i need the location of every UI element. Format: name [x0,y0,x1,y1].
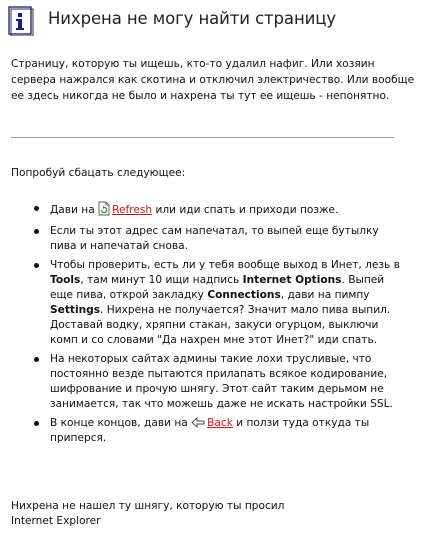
refresh-icon[interactable] [98,201,110,216]
item-text: Чтобы проверить, есть ли у тебя вообще выход в Инет, лезь в [50,259,400,271]
item-text: , там минут 10 ищи надпись [80,274,243,286]
page-header [8,4,420,42]
item-text: и ползи туда откуда ты приперся. [50,417,370,444]
refresh-link[interactable]: Refresh [112,204,153,216]
internet-options-name: Internet Options [242,274,342,286]
connections-tab-name: Connections [207,289,281,301]
footer-message: Нихрена не нашел ту шнягу, которую ты просил [11,500,285,512]
list-item [32,258,402,348]
footer-app-name: Internet Explorer [11,515,101,527]
settings-button-name: Settings [50,304,101,316]
suggestions-list [32,201,402,450]
item-text: или иди спать и приходи позже. [152,204,339,216]
footer [11,499,284,529]
list-item [32,416,402,446]
list-item [32,224,402,254]
item-text: . Выпей еще пива, открой закладку [50,274,385,301]
divider [11,137,394,138]
suggestions-heading: Попробуй сбацать следующее: [11,167,186,179]
list-item [32,352,402,412]
item-text: Дави на [50,204,99,216]
back-link[interactable]: Back [207,417,233,429]
info-icon [8,6,34,36]
item-text: В конце концов, дави на [50,417,192,429]
item-text: , дави на пимпу [280,289,370,301]
item-text: Если ты этот адрес сам напечатал, то выпей еще бутылку пива и напечатай снова. [50,225,379,252]
back-arrow-icon[interactable] [191,417,205,429]
item-text: На некоторых сайтах админы такие лохи трусливые, что постоянно везде пытаются прилапать всякое кодирование, шифрование и прочую шнягу. Этот сайт таким дерьмом не занимается, так что можешь даже не искать настройки SSL. [50,353,393,410]
page-title: Нихрена не могу найти страницу [48,9,337,28]
tools-menu-name: Tools [50,274,81,286]
list-item [32,201,402,218]
item-text: . Нихрена не получается? Значит мало пива выпил. Доставай водку, хряпни стакан, закуси огурцом, выключи комп и со словами "Да нахрен мне этот Инет?" иди спать. [50,304,391,346]
intro-text: Страницу, которую ты ищешь, кто-то удалил нафиг. Или хозяин сервера нажрался как скотина и отключил электричество. Или вообще ее здесь никогда не было и нахрена ты тут ее ищешь - непонятно. [11,58,415,102]
